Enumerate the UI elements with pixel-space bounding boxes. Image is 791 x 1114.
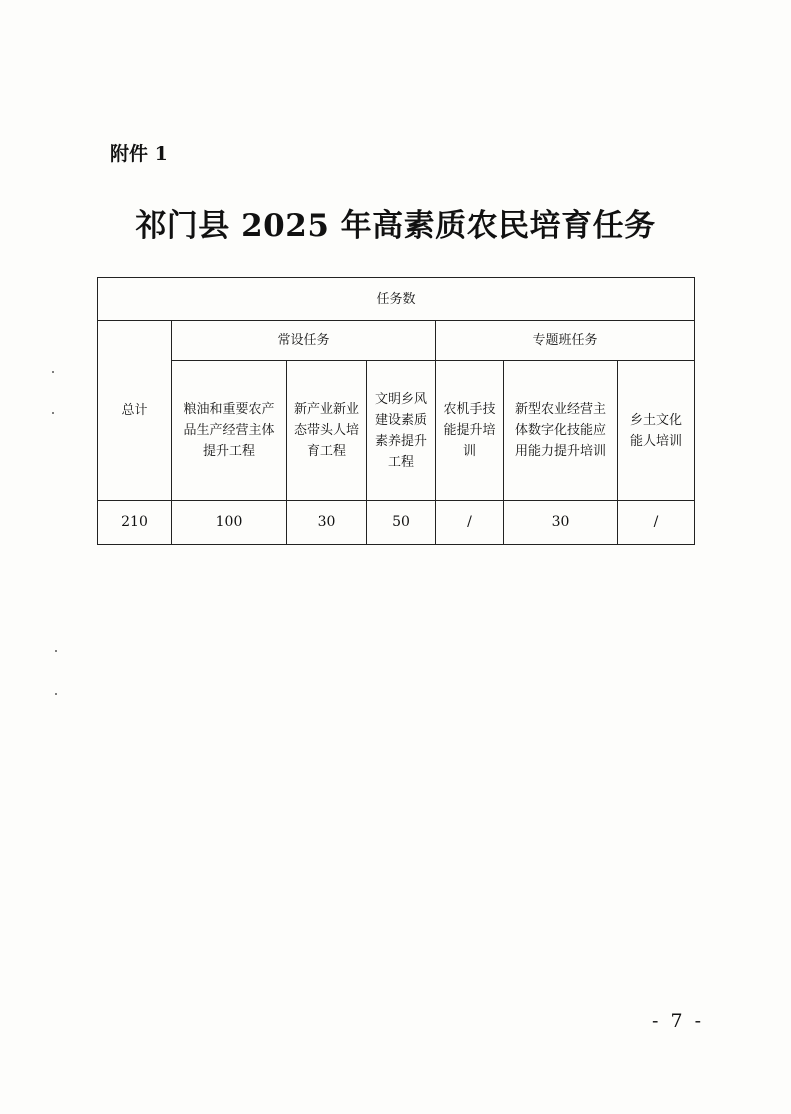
column-header-culture: 乡土文化能人培训 [618, 361, 695, 501]
table-cell: 30 [504, 501, 618, 545]
table-row [98, 501, 695, 545]
table-cell: 30 [287, 501, 367, 545]
scan-speck [52, 412, 54, 414]
column-header-new-industry: 新产业新业态带头人培育工程 [287, 361, 367, 501]
scan-speck [52, 371, 54, 373]
column-header-digital: 新型农业经营主体数字化技能应用能力提升培训 [504, 361, 618, 501]
table-cell: / [618, 501, 695, 545]
table-cell: 100 [172, 501, 287, 545]
scan-speck [55, 693, 57, 695]
table-cell: / [436, 501, 504, 545]
column-header-civility: 文明乡风建设素质素养提升工程 [367, 361, 436, 501]
column-header-grain: 粮油和重要农产品生产经营主体提升工程 [172, 361, 287, 501]
task-table [97, 277, 695, 545]
table-cell-total: 210 [98, 501, 172, 545]
column-header-machinery: 农机手技能提升培训 [436, 361, 504, 501]
document-title: 祁门县 2025 年高素质农民培育任务 [135, 208, 656, 244]
header-regular-tasks: 常设任务 [172, 321, 436, 361]
table-cell: 50 [367, 501, 436, 545]
scan-speck [55, 650, 57, 652]
attachment-label: 附件 1 [110, 143, 168, 165]
header-task-count: 任务数 [98, 278, 695, 321]
header-special-tasks: 专题班任务 [436, 321, 695, 361]
page-number: - 7 - [652, 1010, 705, 1032]
header-total: 总计 [98, 321, 172, 501]
